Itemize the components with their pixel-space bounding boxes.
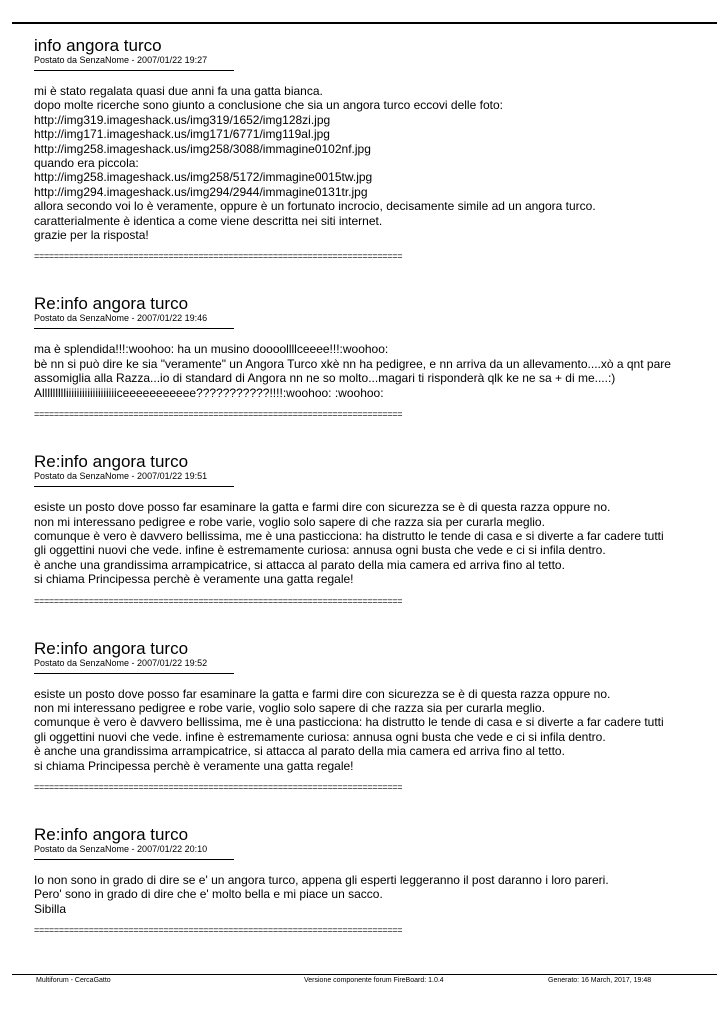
post-body [34, 500, 704, 586]
meta-divider [34, 486, 234, 487]
body-line: dopo molte ricerche sono giunto a conclusione che sia un angora turco eccovi delle foto: [34, 98, 503, 113]
body-line: bè nn si può dire ke sia "veramente" un Angora Turco xkè nn ha pedigree, e nn arriva da un allevamento....xò a qnt pare [34, 356, 671, 371]
post-separator: ========================================================================== [34, 251, 403, 262]
post [34, 825, 704, 935]
body-line: non mi interessano pedigree e robe varie, voglio solo sapere di che razza sia per curarla meglio. [34, 514, 545, 529]
post-meta: Postato da SenzaNome - 2007/01/22 19:51 [34, 471, 208, 482]
post-separator: ========================================================================== [34, 595, 403, 606]
body-line: assomiglia alla Razza...io di standard di Angora nn ne so molto...magari ti risponderà qlk ke ne sa + di me....:) [34, 371, 616, 386]
footer-component-version: Versione componente forum FireBoard: 1.0.4 [304, 977, 444, 984]
body-line: Allllllllliiiiiiiiiiiiiiiiiiiceeeeeeeeeee???????????!!!!:woohoo: :woohoo: [34, 385, 384, 400]
post [34, 294, 704, 419]
body-link: http://img258.imageshack.us/img258/5172/immagine0015tw.jpg [34, 170, 373, 185]
body-line: non mi interessano pedigree e robe varie, voglio solo sapere di che razza sia per curarla meglio. [34, 700, 545, 715]
post-title: Re:info angora turco [34, 824, 189, 844]
body-line: comunque è vero è davvero bellissima, me è una pasticciona: ha distrutto le tende di casa e si diverte a far cadere tutti [34, 528, 664, 543]
post-list [34, 36, 704, 935]
post-title: Re:info angora turco [34, 294, 189, 314]
post-meta: Postato da SenzaNome - 2007/01/22 19:46 [34, 313, 208, 324]
body-line: caratterialmente è identica a come viene descritta nei siti internet. [34, 213, 383, 228]
body-line: mi è stato regalata quasi due anni fa una gatta bianca. [34, 84, 323, 98]
post-body [34, 342, 704, 400]
footer-generated-date: Generato: 16 March, 2017, 19:48 [548, 977, 652, 984]
body-link: http://img171.imageshack.us/img171/6771/img119al.jpg [34, 127, 330, 142]
body-line: gli oggettini nuovi che vede. infine è estremamente curiosa: annusa ogni busta che vede e ci si infila dentro. [34, 543, 606, 558]
body-line: Io non sono in grado di dire se e' un angora turco, appena gli esperti leggeranno il post daranno i loro pareri. [34, 872, 609, 887]
post [34, 639, 704, 792]
meta-divider [34, 673, 234, 674]
post-meta: Postato da SenzaNome - 2007/01/22 19:52 [34, 657, 208, 668]
post-body [34, 873, 704, 916]
post-separator: ========================================================================== [34, 781, 403, 792]
post-body [34, 84, 704, 242]
body-line: si chiama Principessa perchè è veramente una gatta regale! [34, 758, 354, 773]
body-line: comunque è vero è davvero bellissima, me è una pasticciona: ha distrutto le tende di casa e si diverte a far cadere tutti [34, 715, 664, 730]
body-line: grazie per la risposta! [34, 228, 149, 243]
post-meta: Postato da SenzaNome - 2007/01/22 20:10 [34, 843, 208, 854]
post [34, 36, 704, 261]
post [34, 452, 704, 605]
body-line: ma è splendida!!!:woohoo: ha un musino doooollllceeee!!!:woohoo: [34, 342, 389, 357]
body-line: quando era piccola: [34, 156, 139, 171]
post-separator: ========================================================================== [34, 409, 403, 420]
header-rule [12, 22, 717, 24]
body-link: http://img258.imageshack.us/img258/3088/immagine0102nf.jpg [34, 141, 371, 156]
meta-divider [34, 328, 234, 329]
body-line: è anche una grandissima arrampicatrice, si attacca al parato della mia camera ed arriva fino al tetto. [34, 557, 565, 572]
post-body [34, 687, 704, 773]
post-title: Re:info angora turco [34, 638, 189, 658]
body-link: http://img294.imageshack.us/img294/2944/immagine0131tr.jpg [34, 184, 368, 199]
body-line: si chiama Principessa perchè è veramente una gatta regale! [34, 572, 354, 587]
body-line: allora secondo voi lo è veramente, oppure è un fortunato incrocio, decisamente simile ad un angora turco. [34, 199, 596, 214]
body-line: è anche una grandissima arrampicatrice, si attacca al parato della mia camera ed arriva fino al tetto. [34, 744, 565, 759]
body-line: gli oggettini nuovi che vede. infine è estremamente curiosa: annusa ogni busta che vede e ci si infila dentro. [34, 729, 606, 744]
body-link: http://img319.imageshack.us/img319/1652/img128zi.jpg [34, 112, 331, 127]
post-title: info angora turco [34, 36, 162, 55]
body-line: Sibilla [34, 901, 67, 916]
body-line: Pero' sono in grado di dire che e' molto bella e mi piace un sacco. [34, 887, 383, 902]
post-separator: ========================================================================== [34, 925, 403, 936]
footer-site-name: Multiforum - CercaGatto [36, 977, 111, 984]
meta-divider [34, 859, 234, 860]
post-title: Re:info angora turco [34, 452, 189, 472]
body-line: esiste un posto dove posso far esaminare la gatta e farmi dire con sicurezza se è di questa razza oppure no. [34, 500, 611, 515]
footer-rule [12, 974, 717, 975]
page-footer [36, 976, 686, 988]
meta-divider [34, 70, 234, 71]
body-line: esiste un posto dove posso far esaminare la gatta e farmi dire con sicurezza se è di questa razza oppure no. [34, 686, 611, 701]
post-meta: Postato da SenzaNome - 2007/01/22 19:27 [34, 55, 208, 65]
